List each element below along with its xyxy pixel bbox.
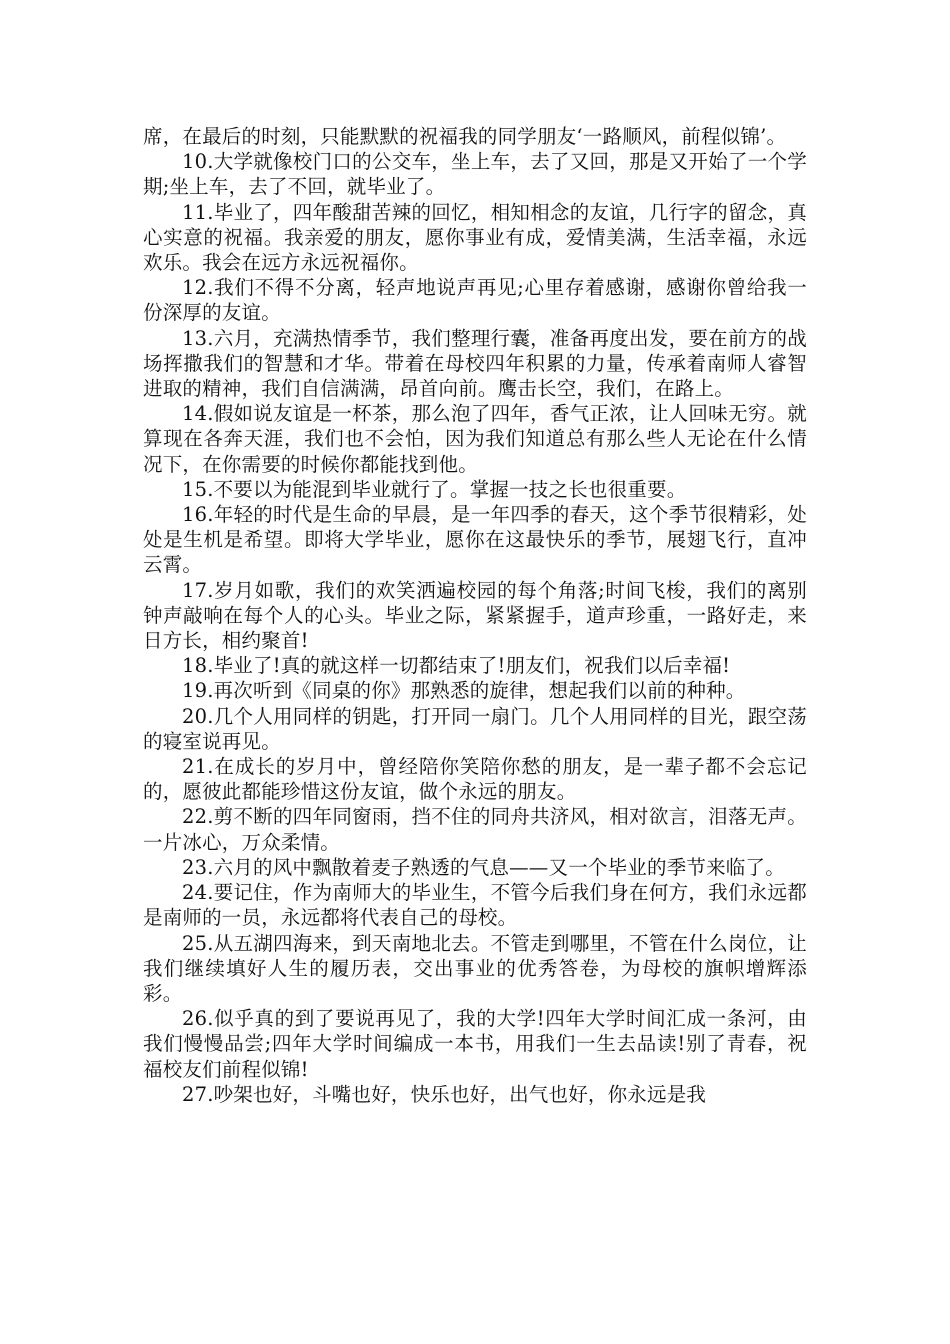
- paragraph: 17.岁月如歌，我们的欢笑洒遍校园的每个角落;时间飞梭，我们的离别钟声敲响在每个人的心头。毕业之际，紧紧握手，道声珍重，一路好走，来日方长，相约聚首!: [143, 578, 807, 653]
- paragraph: 13.六月，充满热情季节，我们整理行囊，准备再度出发，要在前方的战场挥撒我们的智慧和才华。带着在母校四年积累的力量，传承着南师人睿智进取的精神，我们自信满满，昂首向前。鹰击长空，我们，在路上。: [143, 326, 807, 401]
- document-body: [143, 124, 807, 1107]
- paragraph: 10.大学就像校门口的公交车，坐上车，去了又回，那是又开始了一个学期;坐上车，去了不回，就毕业了。: [143, 150, 807, 199]
- paragraph: 19.再次听到《同桌的你》那熟悉的旋律，想起我们以前的种种。: [182, 679, 746, 703]
- paragraph: 席，在最后的时刻，只能默默的祝福我的同学朋友‘一路顺风，前程似锦’。: [143, 125, 787, 148]
- paragraph: 20.几个人用同样的钥匙，打开同一扇门。几个人用同样的目光，跟空荡的寝室说再见。: [143, 704, 807, 753]
- paragraph: 26.似乎真的到了要说再见了，我的大学!四年大学时间汇成一条河，由我们慢慢品尝;四年大学时间编成一本书，用我们一生去品读!别了青春，祝福校友们前程似锦!: [143, 1007, 807, 1081]
- paragraph: 22.剪不断的四年同窗雨，挡不住的同舟共济风，相对欲言，泪落无声。一片冰心，万众柔情。: [143, 805, 807, 854]
- paragraph: 15.不要以为能混到毕业就行了。掌握一技之长也很重要。: [182, 477, 687, 501]
- paragraph: 25.从五湖四海来，到天南地北去。不管走到哪里，不管在什么岗位，让我们继续填好人生的履历表，交出事业的优秀答卷，为母校的旗帜增辉添彩。: [143, 931, 807, 1005]
- paragraph: 16.年轻的时代是生命的早晨，是一年四季的春天，这个季节很精彩，处处是生机是希望。即将大学毕业，愿你在这最快乐的季节，展翅飞行，直冲云霄。: [143, 503, 807, 577]
- paragraph: 24.要记住，作为南师大的毕业生，不管今后我们身在何方，我们永远都是南师的一员，永远都将代表自己的母校。: [143, 881, 807, 930]
- paragraph: 11.毕业了，四年酸甜苦辣的回忆，相知相念的友谊，几行字的留念，真心实意的祝福。我亲爱的朋友，愿你事业有成，爱情美满，生活幸福，永远欢乐。我会在远方永远祝福你。: [143, 200, 807, 275]
- paragraph: 18.毕业了!真的就这样一切都结束了!朋友们，祝我们以后幸福!: [182, 654, 731, 678]
- paragraph: 27.吵架也好，斗嘴也好，快乐也好，出气也好，你永远是我: [182, 1082, 707, 1106]
- paragraph: 14.假如说友谊是一杯茶，那么泡了四年，香气正浓，让人回味无穷。就算现在各奔天涯，我们也不会怕，因为我们知道总有那么些人无论在什么情况下，在你需要的时候你都能找到他。: [143, 402, 807, 476]
- paragraph: 21.在成长的岁月中，曾经陪你笑陪你愁的朋友，是一辈子都不会忘记的，愿彼此都能珍惜这份友谊，做个永远的朋友。: [143, 755, 807, 804]
- paragraph: 23.六月的风中飘散着麦子熟透的气息——又一个毕业的季节来临了。: [182, 855, 785, 879]
- paragraph: 12.我们不得不分离，轻声地说声再见;心里存着感谢，感谢你曾给我一份深厚的友谊。: [143, 276, 807, 325]
